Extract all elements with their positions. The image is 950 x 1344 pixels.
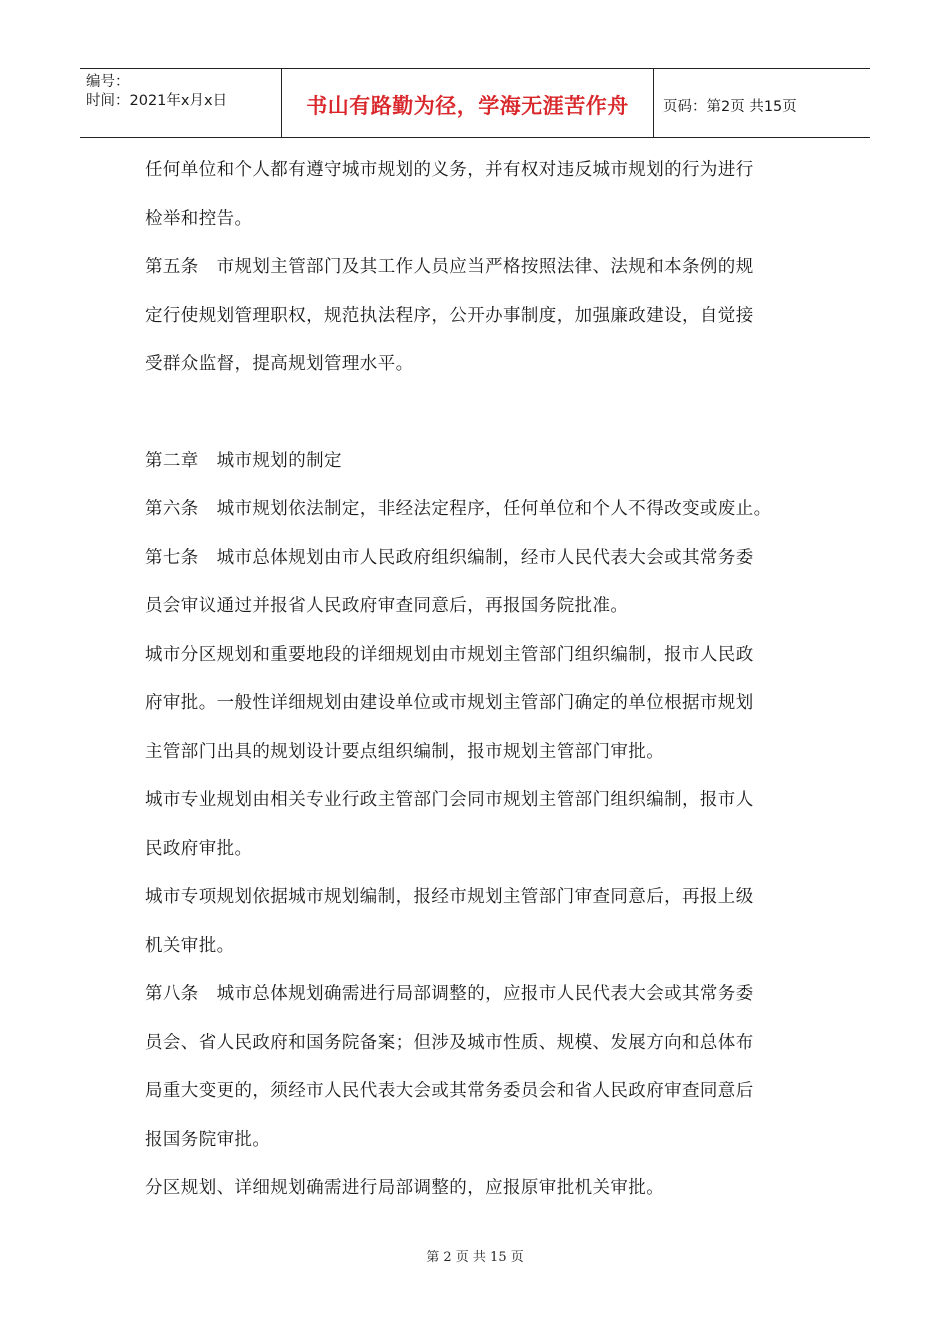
text-line: 府审批。一般性详细规划由建设单位或市规划主管部门确定的单位根据市规划 xyxy=(145,693,754,713)
text-line: 第七条 城市总体规划由市人民政府组织编制，经市人民代表大会或其常务委 xyxy=(145,547,754,568)
text-line: 受群众监督，提高规划管理水平。 xyxy=(145,354,414,374)
blank-line xyxy=(145,389,815,437)
header-motto: 书山有路勤为径，学海无涯苦作舟 xyxy=(281,69,654,137)
document-number-label: 编号： xyxy=(86,74,130,90)
text-line: 分区规划、详细规划确需进行局部调整的，应报原审批机关审批。 xyxy=(145,1178,665,1198)
header-page-info: 页码：第2页 共15页 xyxy=(663,98,797,115)
page-footer: 第 2 页 共 15 页 xyxy=(426,1250,524,1265)
text-line: 城市专业规划由相关专业行政主管部门会同市规划主管部门组织编制，报市人 xyxy=(145,790,754,810)
text-line: 民政府审批。 xyxy=(145,838,253,859)
text-line: 员会审议通过并报省人民政府审查同意后，再报国务院批准。 xyxy=(145,596,629,616)
text-line: 检举和控告。 xyxy=(145,208,253,229)
text-line: 报国务院审批。 xyxy=(145,1129,271,1150)
page-header xyxy=(80,68,870,138)
chapter-heading: 第二章 城市规划的制定 xyxy=(145,450,342,471)
text-line: 城市专项规划依据城市规划编制，报经市规划主管部门审查同意后，再报上级 xyxy=(145,887,754,907)
document-date: 时间：2021年x月x日 xyxy=(86,93,228,109)
text-line: 第六条 城市规划依法制定，非经法定程序，任何单位和个人不得改变或废止。 xyxy=(145,499,772,519)
text-line: 第八条 城市总体规划确需进行局部调整的，应报市人民代表大会或其常务委 xyxy=(145,984,754,1004)
text-line: 局重大变更的，须经市人民代表大会或其常务委员会和省人民政府审查同意后 xyxy=(145,1081,754,1101)
document-body xyxy=(145,146,815,1213)
text-line: 城市分区规划和重要地段的详细规划由市规划主管部门组织编制，报市人民政 xyxy=(145,644,754,665)
header-meta xyxy=(80,69,281,137)
text-line: 员会、省人民政府和国务院备案；但涉及城市性质、规模、发展方向和总体布 xyxy=(145,1032,754,1053)
text-line: 主管部门出具的规划设计要点组织编制，报市规划主管部门审批。 xyxy=(145,741,665,762)
text-line: 第五条 市规划主管部门及其工作人员应当严格按照法律、法规和本条例的规 xyxy=(145,257,754,277)
text-line: 定行使规划管理职权，规范执法程序，公开办事制度，加强廉政建设，自觉接 xyxy=(145,305,754,326)
text-line: 机关审批。 xyxy=(145,935,235,956)
text-line: 任何单位和个人都有遵守城市规划的义务，并有权对违反城市规划的行为进行 xyxy=(145,160,754,180)
